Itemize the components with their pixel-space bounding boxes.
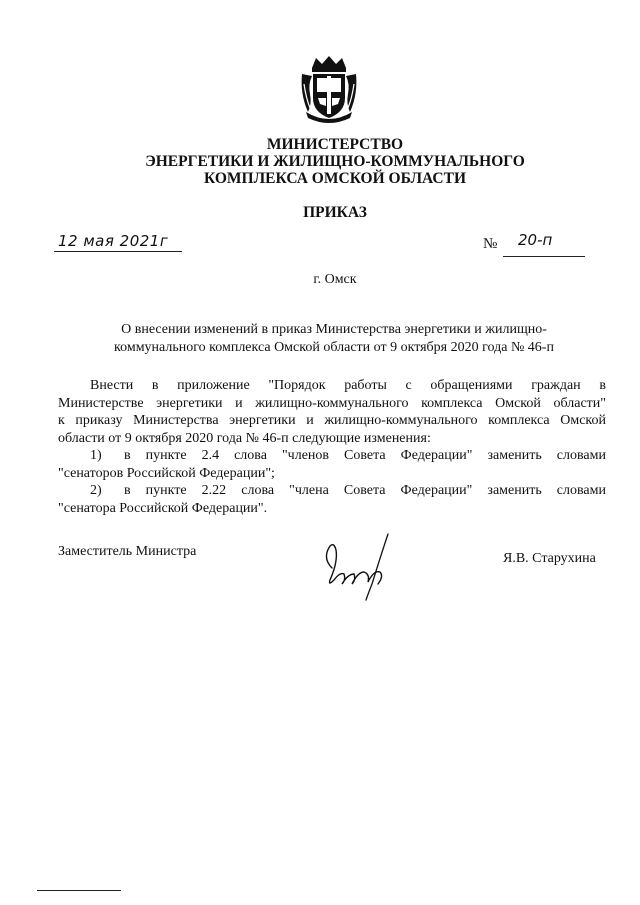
list-item-continuation: "сенатора Российской Федерации".: [58, 500, 268, 516]
ministry-name-line: МИНИСТЕРСТВО: [266, 136, 404, 153]
body-word: работы: [344, 378, 387, 393]
signatory-name: Я.В. Старухина: [503, 551, 596, 566]
body-paragraph-line: [58, 377, 606, 395]
order-body: [58, 377, 606, 517]
subject-line: коммунального комплекса Омской области от 9 октября 2020 года № 46-п: [114, 340, 554, 355]
list-item-1: [58, 447, 606, 465]
body-word: Внести: [90, 378, 134, 393]
handwritten-signature: [318, 528, 398, 602]
list-item-text: в пункте 2.4 слова "членов Совета Федерации" заменить словами: [124, 448, 606, 463]
handwritten-number: 20-п: [518, 231, 553, 249]
document-type: ПРИКАЗ: [303, 204, 367, 221]
body-paragraph-line: к приказу Министерства энергетики и жилищно-коммунального комплекса Омской: [58, 413, 606, 428]
footer-rule: [37, 890, 121, 891]
date-underline: [54, 251, 182, 252]
handwritten-date: 12 мая 2021г: [58, 232, 169, 250]
body-word: с: [405, 378, 412, 393]
list-item-continuation: "сенаторов Российской Федерации";: [58, 465, 275, 481]
list-item-2: [58, 482, 606, 500]
ministry-name-line: ЭНЕРГЕТИКИ И ЖИЛИЩНО-КОММУНАЛЬНОГО: [145, 153, 525, 170]
body-paragraph-line: области от 9 октября 2020 года № 46-п следующие изменения:: [58, 430, 431, 446]
signatory-position: Заместитель Министра: [58, 544, 197, 559]
order-subject: [94, 321, 574, 357]
ministry-name: [60, 136, 580, 187]
body-paragraph-line: Министерстве энергетики и жилищно-коммунального комплекса Омской области": [58, 395, 606, 411]
body-word: в: [599, 378, 606, 393]
body-word: в: [151, 378, 159, 393]
number-label: №: [483, 236, 498, 252]
list-item-text: в пункте 2.22 слова "члена Совета Федерации" заменить словами: [124, 483, 606, 498]
omsk-coat-of-arms-emblem: [298, 54, 360, 124]
body-word: приложение: [177, 378, 250, 393]
body-word: граждан: [531, 378, 581, 393]
list-item-number: 1): [90, 448, 102, 463]
body-word: "Порядок: [268, 378, 326, 393]
number-underline: [503, 256, 585, 257]
subject-line: О внесении изменений в приказ Министерства энергетики и жилищно-: [121, 322, 547, 337]
body-word: обращениями: [430, 378, 513, 393]
ministry-name-line: КОМПЛЕКСА ОМСКОЙ ОБЛАСТИ: [203, 170, 467, 187]
list-item-number: 2): [90, 483, 102, 498]
city: г. Омск: [313, 272, 357, 287]
